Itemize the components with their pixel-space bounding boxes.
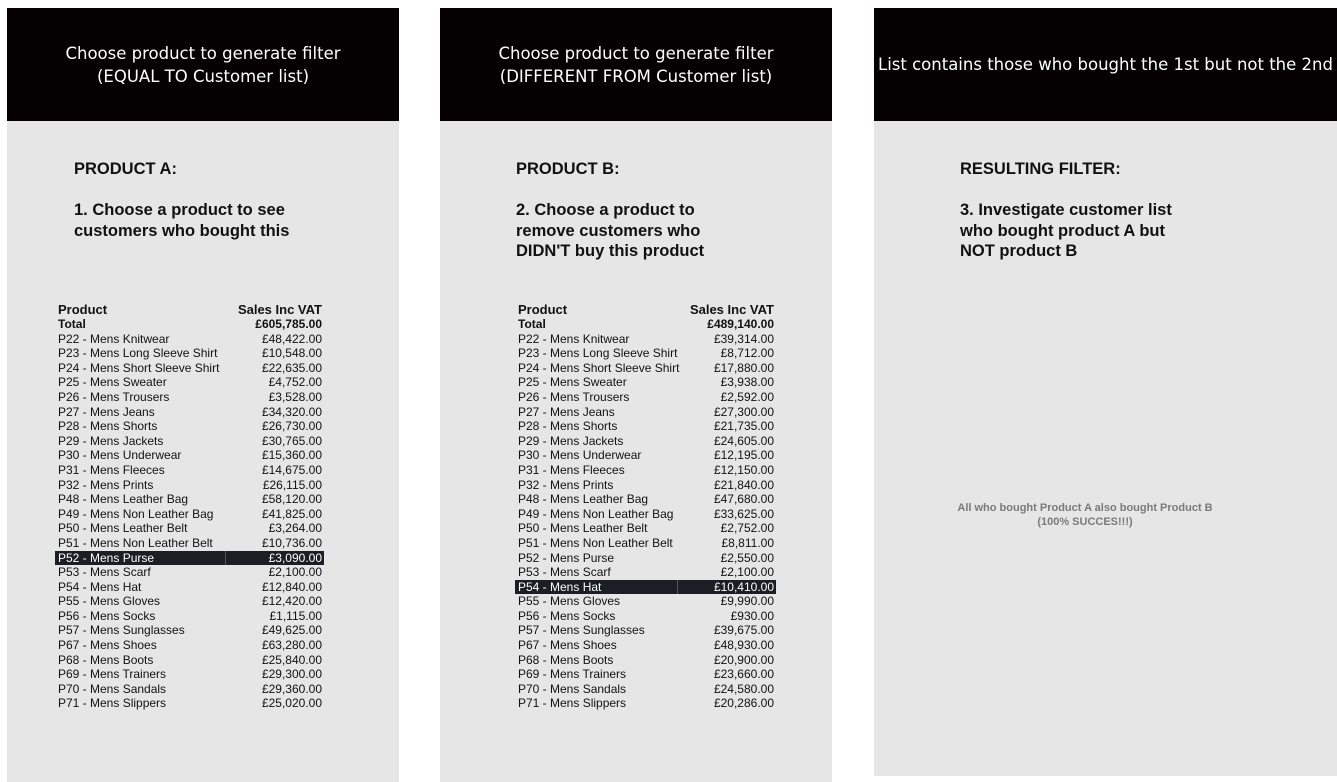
sales-value: £2,752.00: [720, 521, 774, 536]
sales-value: £2,592.00: [720, 389, 774, 404]
sales-value: £2,100.00: [720, 565, 774, 580]
table-row[interactable]: [55, 346, 324, 361]
table-row[interactable]: [515, 346, 776, 361]
table-row-selected[interactable]: [515, 580, 776, 595]
product-name: P67 - Mens Shoes: [58, 638, 157, 653]
product-name: P53 - Mens Scarf: [518, 565, 611, 580]
table-row[interactable]: [515, 609, 776, 624]
table-row[interactable]: [515, 492, 776, 507]
sales-value: £48,930.00: [713, 638, 774, 653]
total-label: Total: [58, 317, 86, 331]
product-name: P22 - Mens Knitwear: [518, 331, 630, 346]
product-name: P26 - Mens Trousers: [518, 389, 630, 404]
table-row[interactable]: [55, 507, 324, 522]
product-name: P52 - Mens Purse: [518, 550, 615, 565]
sales-value: £22,635.00: [261, 360, 322, 375]
table-row[interactable]: [515, 594, 776, 609]
table-row[interactable]: [515, 419, 776, 434]
table-row[interactable]: [515, 507, 776, 522]
product-name: P56 - Mens Socks: [518, 608, 616, 623]
panel-c-label: RESULTING FILTER:: [960, 160, 1121, 178]
sales-value: £21,840.00: [713, 477, 774, 492]
table-row[interactable]: [515, 478, 776, 493]
sales-value: £12,840.00: [261, 579, 322, 594]
product-name: P50 - Mens Leather Belt: [518, 521, 648, 536]
table-row[interactable]: [55, 609, 324, 624]
table-rows: [515, 332, 776, 711]
product-name: P26 - Mens Trousers: [58, 389, 170, 404]
table-row[interactable]: [55, 434, 324, 449]
panel-resulting-filter: [874, 8, 1337, 776]
product-name: P53 - Mens Scarf: [58, 565, 151, 580]
table-row[interactable]: [55, 536, 324, 551]
sales-value: £24,580.00: [713, 681, 774, 696]
product-name: P24 - Mens Short Sleeve Shirt: [58, 360, 220, 375]
product-b-table: [515, 302, 776, 711]
sales-value: £930.00: [730, 608, 774, 623]
product-name: P28 - Mens Shorts: [518, 419, 618, 434]
table-row[interactable]: [515, 696, 776, 711]
sales-value: £24,605.00: [713, 433, 774, 448]
sales-value: £1,115.00: [269, 608, 322, 623]
sales-value: £26,730.00: [261, 419, 322, 434]
product-name: P25 - Mens Sweater: [518, 375, 627, 390]
product-name: P69 - Mens Trainers: [518, 667, 627, 682]
table-rows: [55, 332, 324, 711]
sales-value: £41,825.00: [261, 506, 322, 521]
sales-value: £29,300.00: [261, 667, 322, 682]
table-row[interactable]: [515, 682, 776, 697]
sales-value: £3,090.00: [225, 551, 324, 566]
table-row[interactable]: [515, 463, 776, 478]
sales-value: £12,420.00: [261, 594, 322, 609]
panel-product-b: [440, 8, 832, 782]
sales-value: £27,300.00: [713, 404, 774, 419]
table-row[interactable]: [55, 594, 324, 609]
sales-value: £39,675.00: [713, 623, 774, 638]
product-name: P54 - Mens Hat: [518, 579, 602, 594]
table-header: [515, 302, 776, 317]
panel-b-label: PRODUCT B:: [516, 160, 620, 178]
table-row[interactable]: [55, 390, 324, 405]
sales-value: £26,115.00: [262, 477, 322, 492]
table-row[interactable]: [55, 682, 324, 697]
table-row[interactable]: [55, 448, 324, 463]
product-name: P25 - Mens Sweater: [58, 375, 167, 390]
sales-value: £8,712.00: [720, 346, 774, 361]
column-header-sales: Sales Inc VAT: [237, 302, 322, 317]
sales-value: £12,195.00: [713, 448, 774, 463]
product-name: P70 - Mens Sandals: [518, 681, 627, 696]
product-name: P32 - Mens Prints: [58, 477, 154, 492]
panel-product-a: [7, 8, 399, 782]
total-label: Total: [518, 317, 546, 331]
sales-value: £25,020.00: [261, 696, 322, 711]
panel-b-header: [440, 8, 832, 121]
product-name: P30 - Mens Underwear: [518, 448, 642, 463]
table-row[interactable]: [55, 375, 324, 390]
product-name: P67 - Mens Shoes: [518, 638, 617, 653]
product-name: P51 - Mens Non Leather Belt: [518, 535, 673, 550]
sales-value: £23,660.00: [713, 667, 774, 682]
table-total-row: [55, 317, 324, 332]
product-name: P30 - Mens Underwear: [58, 448, 182, 463]
total-value: £605,785.00: [255, 317, 322, 331]
product-name: P68 - Mens Boots: [58, 652, 154, 667]
sales-value: £3,264.00: [268, 521, 322, 536]
table-row[interactable]: [515, 551, 776, 566]
table-row[interactable]: [515, 653, 776, 668]
product-name: P49 - Mens Non Leather Bag: [518, 506, 674, 521]
product-name: P57 - Mens Sunglasses: [58, 623, 185, 638]
table-row[interactable]: [55, 638, 324, 653]
sales-value: £48,422.00: [261, 331, 322, 346]
table-row[interactable]: [515, 623, 776, 638]
table-row[interactable]: [515, 361, 776, 376]
panel-c-header: [874, 8, 1337, 121]
table-row[interactable]: [515, 332, 776, 347]
product-name: P24 - Mens Short Sleeve Shirt: [518, 360, 680, 375]
sales-value: £10,410.00: [677, 580, 776, 595]
product-name: P29 - Mens Jackets: [518, 433, 624, 448]
sales-value: £20,286.00: [713, 696, 774, 711]
sales-value: £10,736.00: [261, 535, 322, 550]
table-row[interactable]: [55, 653, 324, 668]
product-name: P51 - Mens Non Leather Belt: [58, 535, 213, 550]
table-row[interactable]: [515, 390, 776, 405]
product-name: P49 - Mens Non Leather Bag: [58, 506, 214, 521]
sales-value: £3,528.00: [268, 389, 322, 404]
sales-value: £33,625.00: [713, 506, 774, 521]
product-name: P52 - Mens Purse: [58, 550, 155, 565]
product-name: P22 - Mens Knitwear: [58, 331, 170, 346]
sales-value: £17,880.00: [713, 360, 774, 375]
table-row[interactable]: [55, 361, 324, 376]
sales-value: £21,735.00: [713, 419, 774, 434]
sales-value: £30,765.00: [261, 433, 322, 448]
panel-c-header-text: List contains those who bought the 1st but not the 2nd: [878, 55, 1333, 74]
column-header-product: Product: [518, 302, 568, 317]
sales-value: £58,120.00: [261, 492, 322, 507]
product-name: P55 - Mens Gloves: [58, 594, 161, 609]
table-row[interactable]: [55, 565, 324, 580]
product-name: P31 - Mens Fleeces: [58, 462, 165, 477]
table-row[interactable]: [55, 580, 324, 595]
panel-c-instruction: 3. Investigate customer list who bought product A but NOT product B: [960, 201, 1172, 260]
product-name: P56 - Mens Socks: [58, 608, 156, 623]
column-header-product: Product: [58, 302, 108, 317]
product-name: P23 - Mens Long Sleeve Shirt: [58, 346, 218, 361]
product-name: P57 - Mens Sunglasses: [518, 623, 645, 638]
table-row[interactable]: [55, 696, 324, 711]
product-name: P29 - Mens Jackets: [58, 433, 164, 448]
table-row[interactable]: [515, 667, 776, 682]
product-name: P28 - Mens Shorts: [58, 419, 158, 434]
table-row[interactable]: [55, 478, 324, 493]
table-row[interactable]: [515, 405, 776, 420]
sales-value: £14,675.00: [261, 462, 322, 477]
table-row[interactable]: [55, 419, 324, 434]
table-row[interactable]: [515, 536, 776, 551]
product-name: P50 - Mens Leather Belt: [58, 521, 188, 536]
panel-a-instruction: 1. Choose a product to see customers who bought this: [74, 201, 290, 240]
sales-value: £12,150.00: [713, 462, 774, 477]
panel-b-instruction: 2. Choose a product to remove customers who DIDN'T buy this product: [516, 201, 705, 260]
product-name: P71 - Mens Slippers: [58, 696, 167, 711]
table-row[interactable]: [55, 667, 324, 682]
product-name: P23 - Mens Long Sleeve Shirt: [518, 346, 678, 361]
sales-value: £4,752.00: [268, 375, 322, 390]
sales-value: £8,811.00: [721, 535, 774, 550]
product-name: P55 - Mens Gloves: [518, 594, 621, 609]
column-header-sales: Sales Inc VAT: [689, 302, 774, 317]
product-name: P27 - Mens Jeans: [58, 404, 155, 419]
panel-a-label: PRODUCT A:: [74, 160, 177, 178]
table-row[interactable]: [515, 448, 776, 463]
table-row[interactable]: [55, 332, 324, 347]
table-row[interactable]: [515, 434, 776, 449]
sales-value: £39,314.00: [713, 331, 774, 346]
table-row[interactable]: [515, 638, 776, 653]
sales-value: £2,550.00: [720, 550, 774, 565]
sales-value: £3,938.00: [720, 375, 774, 390]
sales-value: £10,548.00: [261, 346, 322, 361]
product-name: P69 - Mens Trainers: [58, 667, 167, 682]
sales-value: £25,840.00: [261, 652, 322, 667]
panel-a-header: [7, 8, 399, 121]
panel-a-header-text: Choose product to generate filter (EQUAL TO Customer list): [65, 43, 341, 86]
product-name: P68 - Mens Boots: [518, 652, 614, 667]
sales-value: £63,280.00: [261, 638, 322, 653]
table-row-selected[interactable]: [55, 551, 324, 566]
table-row[interactable]: [55, 492, 324, 507]
table-row[interactable]: [55, 405, 324, 420]
sales-value: £34,320.00: [261, 404, 322, 419]
product-name: P54 - Mens Hat: [58, 579, 142, 594]
product-a-table: [55, 302, 324, 711]
sales-value: £49,625.00: [261, 623, 322, 638]
total-value: £489,140.00: [707, 317, 774, 331]
sales-value: £9,990.00: [720, 594, 774, 609]
table-row[interactable]: [55, 521, 324, 536]
table-row[interactable]: [515, 565, 776, 580]
sales-value: £2,100.00: [268, 565, 322, 580]
product-name: P31 - Mens Fleeces: [518, 462, 625, 477]
table-row[interactable]: [515, 375, 776, 390]
sales-value: £47,680.00: [713, 492, 774, 507]
product-name: P71 - Mens Slippers: [518, 696, 627, 711]
table-row[interactable]: [515, 521, 776, 536]
panel-b-header-text: Choose product to generate filter (DIFFERENT FROM Customer list): [498, 43, 774, 86]
sales-value: £15,360.00: [261, 448, 322, 463]
product-name: P48 - Mens Leather Bag: [518, 492, 649, 507]
product-name: P27 - Mens Jeans: [518, 404, 615, 419]
table-row[interactable]: [55, 623, 324, 638]
table-row[interactable]: [55, 463, 324, 478]
product-name: P48 - Mens Leather Bag: [58, 492, 189, 507]
product-name: P32 - Mens Prints: [518, 477, 614, 492]
table-header: [55, 302, 324, 317]
product-name: P70 - Mens Sandals: [58, 681, 167, 696]
table-total-row: [515, 317, 776, 332]
sales-value: £20,900.00: [713, 652, 774, 667]
result-message: All who bought Product A also bought Product B (100% SUCCES!!!): [957, 502, 1213, 528]
sales-value: £29,360.00: [261, 681, 322, 696]
